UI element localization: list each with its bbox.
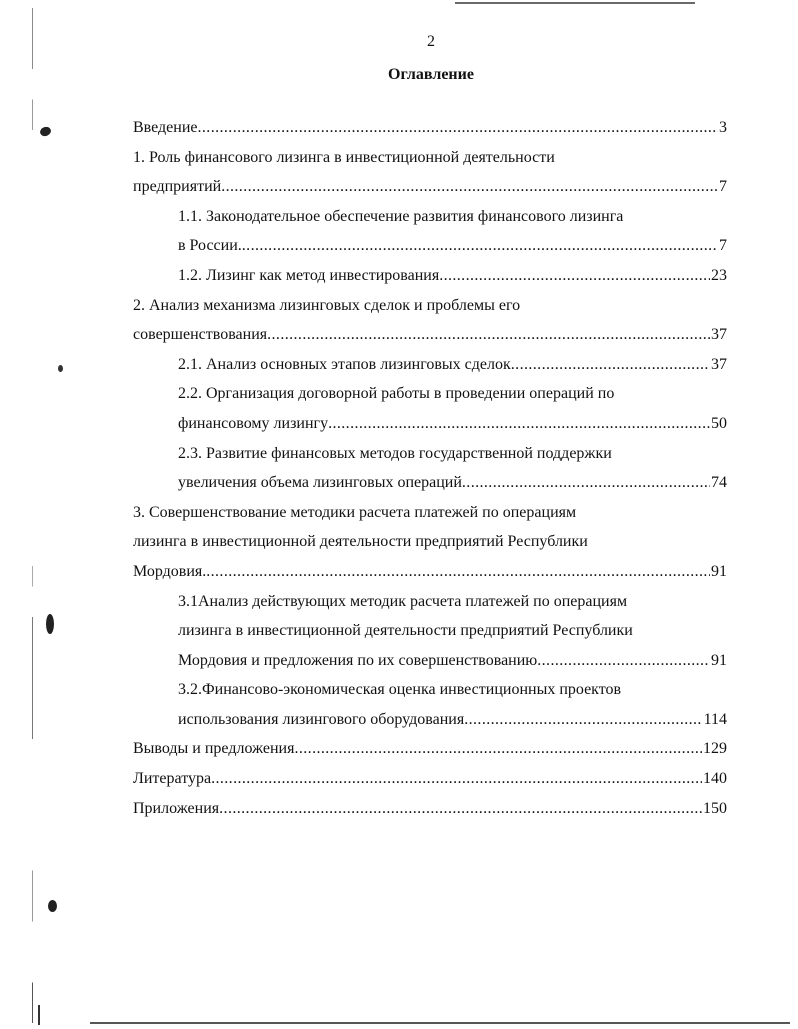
page-number: 2 [427,33,435,50]
toc-entry-text: 2. Анализ механизма лизинговых сделок и проблемы его [133,296,521,314]
toc-page-number: 23 [711,266,727,284]
toc-entry-line [133,379,727,409]
toc-entry-text: Выводы и предложения [133,740,295,758]
toc-entry-text: Мордовия. [133,562,207,580]
toc-entry-line [133,616,727,646]
toc-entry-text: 2.1. Анализ основных этапов лизинговых сделок [178,355,511,373]
toc-dot-leader [221,172,718,202]
toc-entry-text: использования лизингового оборудования [178,710,465,728]
toc-page-number: 37 [711,355,727,373]
toc-entry-text: увеличения объема лизинговых операций [178,474,462,492]
toc-page-number: 3 [719,119,727,136]
toc-dot-leader [462,468,710,498]
toc-entry-text: лизинга в инвестиционной деятельности предприятий Республики [133,533,588,551]
toc-page-number: 150 [703,799,727,817]
toc-dot-leader [242,231,718,261]
toc-entry-text: Приложения [133,799,220,817]
toc-entry-text: 3. Совершенствование методики расчета платежей по операциям [133,503,577,521]
toc-entry-line [133,409,727,439]
toc-entry-text: 2.2. Организация договорной работы в проведении операций по [178,385,615,403]
toc-page-number: 7 [719,237,727,255]
toc-entry-line [133,734,727,764]
toc-page-number: 91 [711,562,727,580]
toc-page-number: 129 [703,740,727,758]
toc-entry-text: лизинга в инвестиционной деятельности предприятий Республики [178,622,633,640]
toc-entry-line [133,113,727,143]
toc-entry-text: 2.3. Развитие финансовых методов государственной поддержки [178,444,612,462]
toc-dot-leader [464,705,702,735]
toc-entry-line [133,291,727,321]
scan-artifact-blot [39,125,52,137]
toc-entry-line [133,439,727,469]
toc-page-number: 114 [703,710,727,728]
toc-entry-line [133,498,727,528]
toc-page-number: 50 [711,414,727,432]
scan-artifact-margin-line [32,8,33,1023]
toc-dot-leader [219,794,702,824]
toc-dot-leader [206,557,710,587]
toc-entry-text: Мордовия и предложения по их совершенствованию [178,651,538,669]
toc-entry-line [133,261,727,291]
toc-entry-text: совершенствования [133,326,268,344]
toc-page-number: 74 [711,474,727,492]
toc-entry-text: предприятий [133,178,222,196]
scan-artifact-blot [38,1005,40,1025]
toc-entry-line [133,587,727,617]
toc-entry-line [133,705,727,735]
toc-dot-leader [537,646,710,676]
toc-entry-line [133,764,727,794]
toc-dot-leader [198,113,719,143]
toc-entry-text: 3.1Анализ действующих методик расчета платежей по операциям [178,592,628,610]
toc-dot-leader [328,409,710,439]
scan-artifact-blot [46,614,54,634]
table-of-contents [133,113,727,823]
scan-artifact-bottom-line [90,1022,790,1024]
toc-entry-text: 1.1. Законодательное обеспечение развития финансового лизинга [178,207,624,225]
toc-entry-line [133,143,727,173]
toc-entry-line [133,231,727,261]
scan-artifact-blot [48,900,57,912]
toc-entry-text: 1.2. Лизинг как метод инвестирования [178,266,440,284]
toc-entry-line [133,557,727,587]
toc-entry-text: Литература [133,770,212,788]
toc-dot-leader [511,350,710,380]
toc-entry-text: финансовому лизингу [178,414,329,432]
toc-entry-text: 1. Роль финансового лизинга в инвестиционной деятельности [133,148,555,166]
toc-entry-text: в России. [178,237,242,255]
toc-page-number: 91 [711,651,727,669]
toc-dot-leader [211,764,702,794]
toc-entry-line [133,172,727,202]
toc-entry-line [133,350,727,380]
toc-page-number: 140 [703,770,727,788]
toc-entry-line [133,202,727,232]
toc-dot-leader [439,261,710,291]
toc-entry-line [133,646,727,676]
toc-entry-line [133,794,727,824]
toc-entry-text: 3.2.Финансово-экономическая оценка инвестиционных проектов [178,681,622,699]
toc-entry-line [133,320,727,350]
scan-artifact-top-line [455,2,695,4]
toc-entry-line [133,675,727,705]
toc-page-number: 7 [719,178,727,196]
toc-dot-leader [294,734,702,764]
scan-artifact-blot [58,365,63,372]
toc-entry-line [133,468,727,498]
toc-entry-line [133,527,727,557]
toc-entry-text: Введение [133,119,198,136]
toc-page-number: 37 [711,326,727,344]
toc-dot-leader [267,320,710,350]
page-title: Оглавление [388,66,474,83]
